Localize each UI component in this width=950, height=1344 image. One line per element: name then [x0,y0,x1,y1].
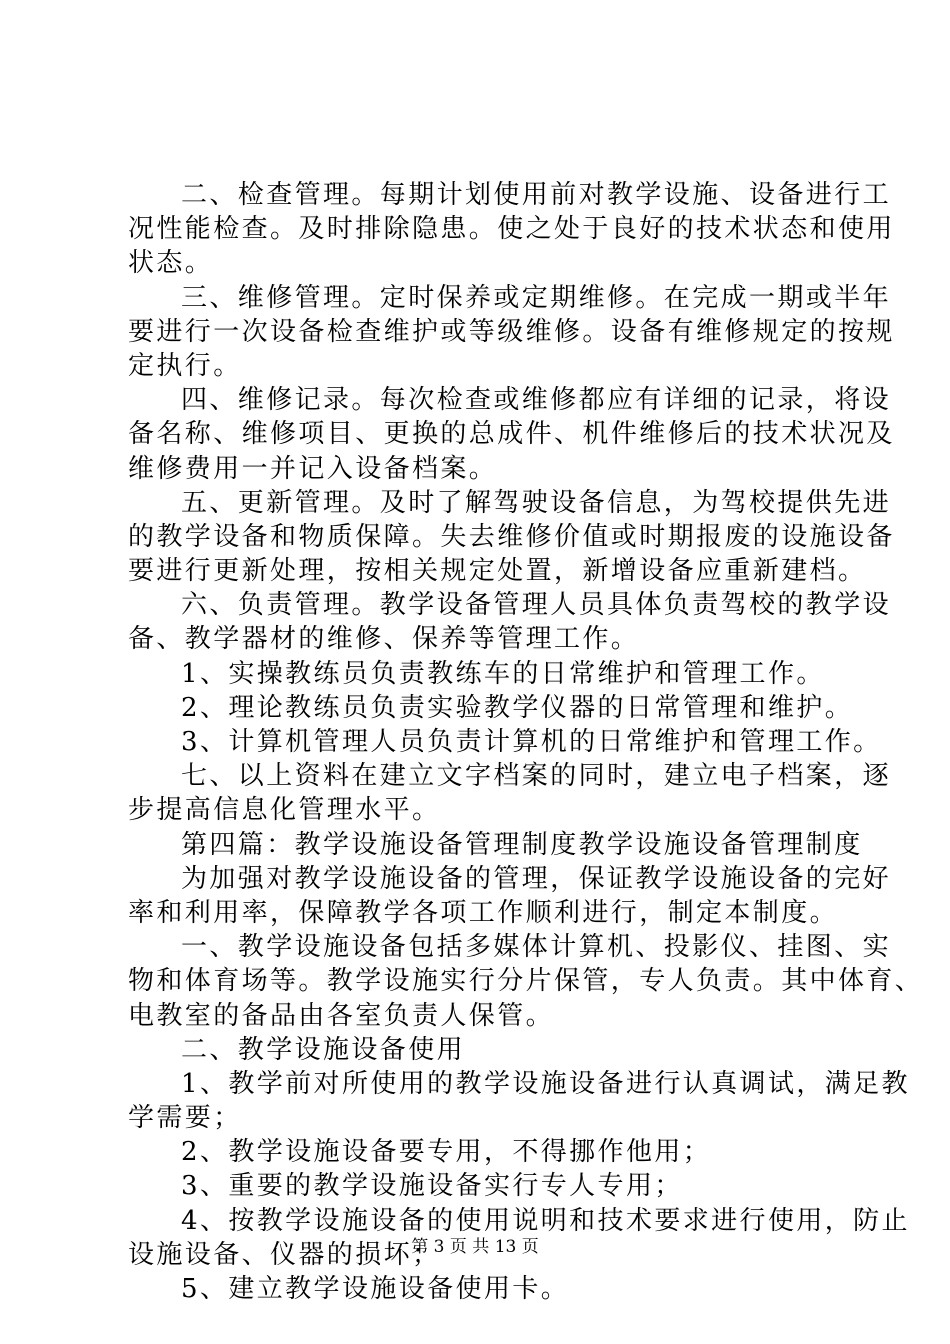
paragraph-line: 3、重要的教学设施设备实行专人专用； [181,1171,683,1202]
paragraph-line: 3、计算机管理人员负责计算机的日常维护和管理工作。 [181,727,882,757]
paragraph-line: 设施设备、仪器的损坏； [128,1239,441,1270]
paragraph-line: 4、按教学设施设备的使用说明和技术要求进行使用，防止 [181,1205,910,1236]
paragraph-line: 二、检查管理。每期计划使用前对教学设施、设备进行工 [181,180,892,210]
document-body [128,178,924,1306]
paragraph-line: 四、维修记录。每次检查或维修都应有详细的记录，将设 [181,385,892,416]
paragraph-line: 六、负责管理。教学设备管理人员具体负责驾校的教学设 [181,590,892,621]
paragraph-line: 二、教学设施设备使用 [181,1034,466,1065]
paragraph-line: 1、实操教练员负责教练车的日常维护和管理工作。 [181,658,825,689]
paragraph-line: 定执行。 [128,350,242,381]
paragraph-line: 要进行一次设备检查维护或等级维修。设备有维修规定的按规 [128,316,895,347]
paragraph-line: 5、建立教学设施设备使用卡。 [181,1274,570,1304]
paragraph-line: 三、维修管理。定时保养或定期维修。在完成一期或半年 [181,282,892,313]
paragraph-line: 要进行更新处理，按相关规定处置，新增设备应重新建档。 [128,556,867,587]
paragraph-line: 学需要； [128,1103,242,1134]
paragraph-line: 为加强对教学设施设备的管理，保证教学设施设备的完好 [181,863,892,894]
paragraph-line: 步提高信息化管理水平。 [128,795,441,826]
section-heading: 第四篇：教学设施设备管理制度教学设施设备管理制度 [181,829,863,860]
paragraph-line: 况性能检查。及时排除隐患。使之处于良好的技术状态和使用 [128,214,895,245]
paragraph-line: 七、以上资料在建立文字档案的同时，建立电子档案，逐 [181,761,892,792]
paragraph-line: 1、教学前对所使用的教学设施设备进行认真调试，满足教 [181,1068,910,1099]
paragraph-line: 五、更新管理。及时了解驾驶设备信息，为驾校提供先进 [181,487,892,518]
paragraph-line: 率和利用率，保障教学各项工作顺利进行，制定本制度。 [128,897,839,928]
paragraph-line: 物和体育场等。教学设施实行分片保管，专人负责。其中体育、 [128,966,924,997]
paragraph-line: 电教室的备品由各室负责人保管。 [128,1000,555,1031]
paragraph-line: 2、教学设施设备要专用，不得挪作他用； [181,1137,712,1168]
paragraph-line: 备、教学器材的维修、保养等管理工作。 [128,624,640,655]
paragraph-line: 的教学设备和物质保障。失去维修价值或时期报废的设施设备 [128,521,895,552]
paragraph-line: 维修费用一并记入设备档案。 [128,453,498,484]
page-number-footer: 第 3 页 共 13 页 [411,1237,539,1257]
paragraph-line: 备名称、维修项目、更换的总成件、机件维修后的技术状况及 [128,419,895,450]
paragraph-line: 一、教学设施设备包括多媒体计算机、投影仪、挂图、实 [181,932,892,963]
paragraph-line: 状态。 [128,248,214,279]
paragraph-line: 2、理论教练员负责实验教学仪器的日常管理和维护。 [181,692,854,723]
